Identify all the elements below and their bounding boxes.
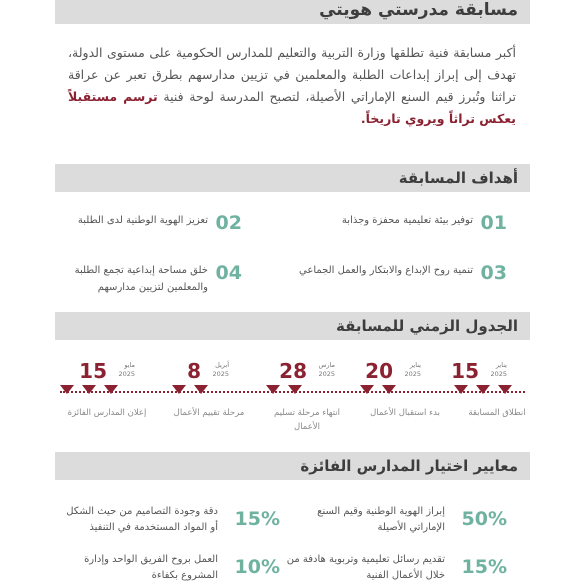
timeline-marker-icon xyxy=(60,385,74,394)
timeline-month: يناير 2025 xyxy=(490,361,507,378)
criteria-item xyxy=(60,552,280,585)
timeline-marker-icon xyxy=(382,385,396,394)
timeline-label: انطلاق المسابقة xyxy=(468,408,526,418)
intro-text: أكبر مسابقة فنية تطلقها وزارة التربية والتعليم للمدارس الحكومية على مستوى الدولة، تهدف إلى إبراز إبداعات الطلبة والمعلمين في تزيين مدارسهم بطرق تعبر عن عراقة تراثنا وتُبرز قيم السنع الإماراتي الأصيلة، لتصبح المدرسة لوحة فنية xyxy=(68,45,516,104)
criteria-item xyxy=(60,504,280,548)
timeline-day: 8 xyxy=(187,359,201,383)
timeline-marker-icon xyxy=(266,385,280,394)
goal-number: 03 xyxy=(480,262,507,284)
timeline-day: 15 xyxy=(79,359,107,383)
timeline-month: أبريل 2025 xyxy=(212,361,229,378)
timeline-day: 20 xyxy=(365,359,393,383)
goal-text: توفير بيئة تعليمية محفزة وجذابة xyxy=(341,215,473,226)
timeline-day: 28 xyxy=(279,359,307,383)
criteria-item xyxy=(287,552,507,585)
criteria-bar xyxy=(55,452,530,480)
timeline-marker-icon xyxy=(288,385,302,394)
goal-text: تعزيز الهوية الوطنية لدى الطلبة xyxy=(77,215,208,226)
criteria-percent: 50% xyxy=(461,508,507,530)
timeline-marker-icon xyxy=(104,385,118,394)
goal-item xyxy=(27,262,242,302)
goal-item xyxy=(292,212,507,252)
timeline-marker-icon xyxy=(82,385,96,394)
criteria-title: معايير اختيار المدارس الفائزة xyxy=(300,457,518,475)
timeline-bar xyxy=(55,312,530,340)
timeline-label: مرحلة تقييم الأعمال xyxy=(173,408,245,418)
timeline-marker-icon xyxy=(498,385,512,394)
goal-number: 01 xyxy=(480,212,507,234)
criteria-item xyxy=(287,504,507,548)
timeline-label: إعلان المدارس الفائزة xyxy=(67,408,147,418)
goal-number: 04 xyxy=(215,262,242,284)
criteria-text: دقة وجودة التصاميم من حيث الشكل أو المواد المستخدمة في التنفيذ xyxy=(66,506,218,533)
criteria-percent: 15% xyxy=(234,508,280,530)
goals-bar xyxy=(55,164,530,192)
page-title: مسابقة مدرستي هويتي xyxy=(319,0,518,20)
criteria-text: تقديم رسائل تعليمية وتربوية هادفة من خلال الأعمال الفنية xyxy=(286,554,445,581)
timeline-marker-icon xyxy=(194,385,208,394)
timeline-title: الجدول الزمني للمسابقة xyxy=(336,317,518,335)
goal-item xyxy=(27,212,242,252)
timeline-track xyxy=(60,389,525,395)
timeline-marker-icon xyxy=(454,385,468,394)
timeline-day: 15 xyxy=(451,359,479,383)
timeline-month: يناير 2025 xyxy=(404,361,421,378)
intro-paragraph xyxy=(68,42,516,130)
header-bar xyxy=(55,0,530,24)
criteria-percent: 10% xyxy=(234,556,280,578)
timeline-marker-icon xyxy=(172,385,186,394)
criteria-percent: 15% xyxy=(461,556,507,578)
intro-highlight: ترسم مستقبلاً يعكس تراثاً ويروي تاريخاً. xyxy=(68,89,516,126)
goal-item xyxy=(292,262,507,302)
timeline-label: بدء استقبال الأعمال xyxy=(370,408,440,418)
timeline-month: مارس 2025 xyxy=(318,361,335,378)
goal-text: تنمية روح الإبداع والابتكار والعمل الجماعي xyxy=(299,265,473,276)
timeline-marker-icon xyxy=(360,385,374,394)
goal-number: 02 xyxy=(215,212,242,234)
timeline-month: مايو 2025 xyxy=(118,361,135,378)
criteria-text: العمل بروح الفريق الواحد وإدارة المشروع بكفاءة xyxy=(84,554,218,581)
goal-text: خلق مساحة إبداعية تجمع الطلبة والمعلمين لتزيين مدارسهم xyxy=(74,265,208,293)
goals-title: أهداف المسابقة xyxy=(398,169,518,187)
criteria-text: إبراز الهوية الوطنية وقيم السنع الإماراتي الأصيلة xyxy=(317,506,445,533)
timeline-label: انتهاء مرحلة تسليم الأعمال xyxy=(273,408,341,432)
timeline-marker-icon xyxy=(476,385,490,394)
